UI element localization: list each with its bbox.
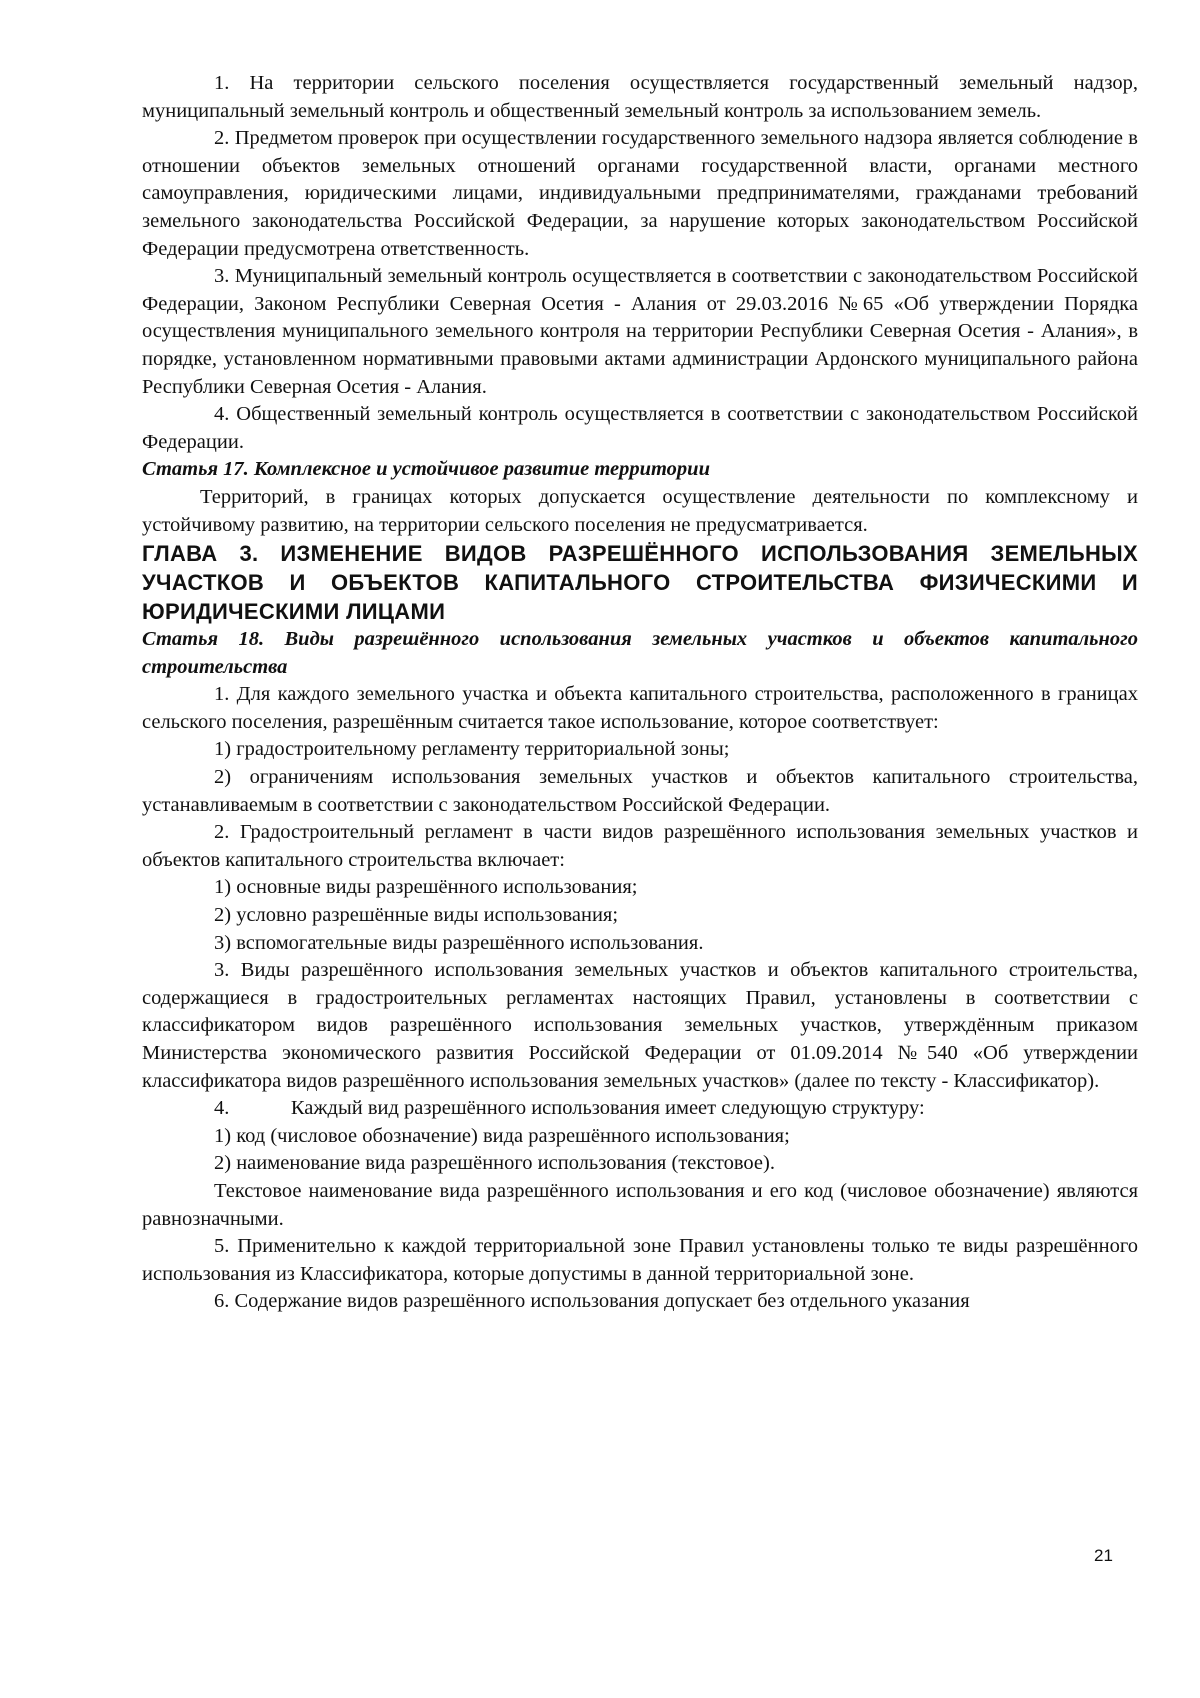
paragraph: 3. Муниципальный земельный контроль осуществляется в соответствии с законодательством Российской Федерации, Законом Республики Северная Осетия - Алания от 29.03.2016 №65 «Об утверждении Порядка осуществления муниципального земельного контроля на территории Республики Северная Осетия - Алания», в порядке, установленном нормативными правовыми актами администрации Ардонского муниципального района Республики Северная Осетия - Алания. <box>142 265 1138 398</box>
paragraph: 1. На территории сельского поселения осуществляется государственный земельный надзор, муниципальный земельный контроль и общественный земельный контроль за использованием земель. <box>142 72 1138 122</box>
document-page <box>142 70 1138 1316</box>
paragraph: 3. Виды разрешённого использования земельных участков и объектов капитального строительства, содержащиеся в градостроительных регламентах настоящих Правил, установлены в соответствии с классификатором видов разрешённого использования земельных участков, утверждённым приказом Министерства экономического развития Российской Федерации от 01.09.2014 №540 «Об утверждении классификатора видов разрешённого использования земельных участков» (далее по тексту - Классификатор). <box>142 959 1138 1092</box>
paragraph: 6. Содержание видов разрешённого использования допускает без отдельного указания <box>214 1290 970 1313</box>
list-item: 2) условно разрешённые виды использования; <box>214 904 619 927</box>
paragraph: 2. Предметом проверок при осуществлении государственного земельного надзора является соблюдение в отношении объектов земельных отношений органами государственной власти, органами местного самоуправления, юридическими лицами, индивидуальными предпринимателями, гражданами требований земельного законодательства Российской Федерации, за нарушение которых законодательством Российской Федерации предусмотрена ответственность. <box>142 127 1138 260</box>
list-item: 1) код (числовое обозначение) вида разрешённого использования; <box>214 1124 790 1147</box>
paragraph: Территорий, в границах которых допускается осуществление деятельности по комплексному и устойчивому развитию, на территории сельского поселения не предусматривается. <box>142 485 1138 536</box>
chapter-heading: ГЛАВА 3. ИЗМЕНЕНИЕ ВИДОВ РАЗРЕШЁННОГО ИСПОЛЬЗОВАНИЯ ЗЕМЕЛЬНЫХ УЧАСТКОВ И ОБЪЕКТОВ КАПИТАЛЬНОГО СТРОИТЕЛЬСТВА ФИЗИЧЕСКИМИ И ЮРИДИЧЕСКИМИ ЛИЦАМИ <box>142 541 1138 625</box>
list-item: 2) наименование вида разрешённого использования (текстовое). <box>214 1152 775 1175</box>
list-item: 1) градостроительному регламенту территориальной зоны; <box>214 738 730 761</box>
list-item: 1) основные виды разрешённого использования; <box>214 876 638 899</box>
article-heading: Статья 17. Комплексное и устойчивое развитие территории <box>142 458 710 481</box>
paragraph: 4. Каждый вид разрешённого использования имеет следующую структуру: <box>214 1097 925 1120</box>
list-item: 2) ограничениям использования земельных участков и объектов капитального строительства, устанавливаемым в соответствии с законодательством Российской Федерации. <box>142 766 1138 816</box>
list-item: 3) вспомогательные виды разрешённого использования. <box>214 931 704 954</box>
paragraph: Текстовое наименование вида разрешённого использования и его код (числовое обозначение) являются равнозначными. <box>142 1179 1138 1230</box>
paragraph: 4. Общественный земельный контроль осуществляется в соответствии с законодательством Российской Федерации. <box>142 403 1138 453</box>
page-number: 21 <box>1094 1546 1113 1565</box>
paragraph: 1. Для каждого земельного участка и объекта капитального строительства, расположенного в границах сельского поселения, разрешённым считается такое использование, которое соответствует: <box>142 683 1138 733</box>
article-heading: Статья 18. Виды разрешённого использования земельных участков и объектов капитального строительства <box>142 628 1138 678</box>
paragraph: 5. Применительно к каждой территориальной зоне Правил установлены только те виды разрешённого использования из Классификатора, которые допустимы в данной территориальной зоне. <box>142 1235 1138 1285</box>
paragraph: 2. Градостроительный регламент в части видов разрешённого использования земельных участков и объектов капитального строительства включает: <box>142 821 1138 871</box>
